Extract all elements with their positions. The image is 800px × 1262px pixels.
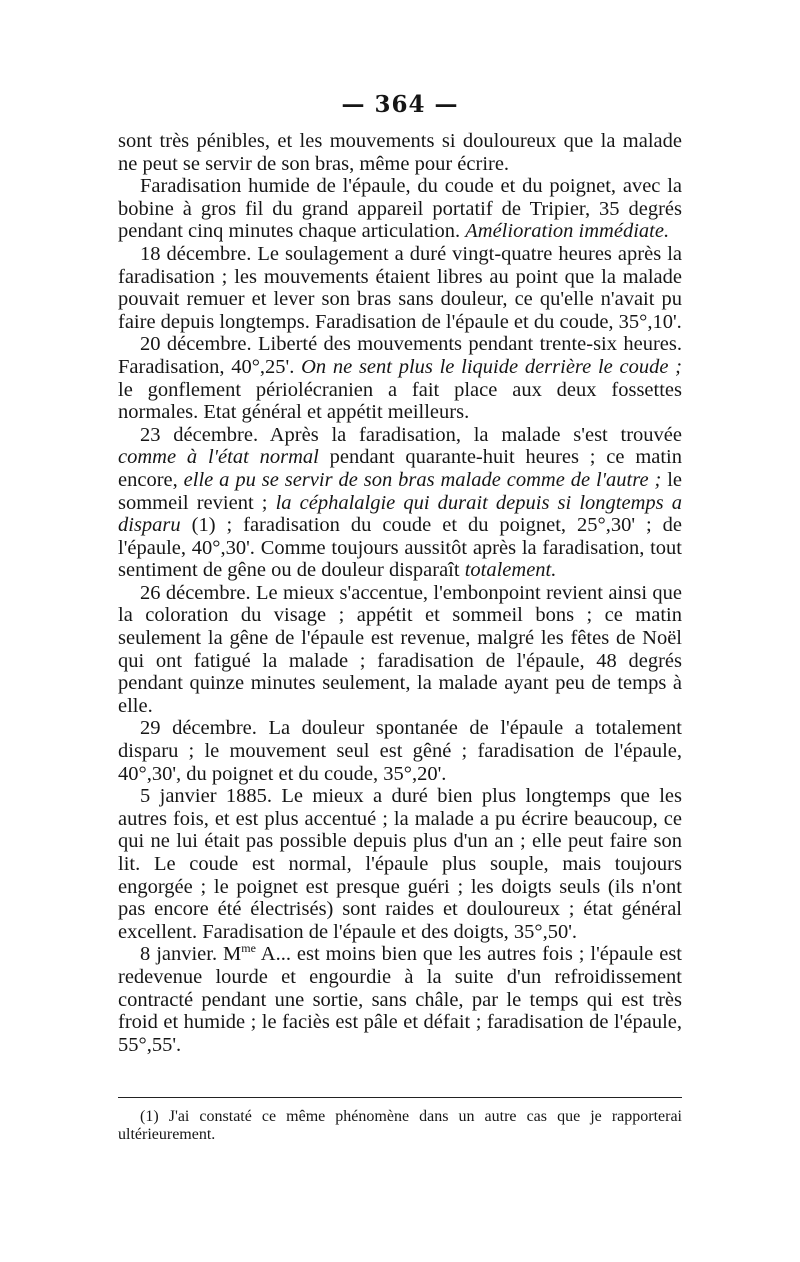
text-run: pendant quarante-huit heures ; ce matin encore,: [118, 446, 683, 491]
paragraph: [118, 424, 682, 582]
text-run: (1) ; faradisation du coude et du poignet, 25°,30' ; de l'épaule, 40°,30'. Comme toujours aussitôt après la faradisation, tout sentiment de gêne ou de douleur disparaît: [118, 514, 682, 582]
page: [118, 90, 682, 1056]
footnote-rule: [118, 1097, 682, 1098]
text-run: 20 décembre. Liberté des mouvements pendant trente-six heures. Faradisation, 40°,25'.: [118, 333, 682, 378]
body-text: [118, 130, 682, 1056]
italic-text: la céphalalgie qui durait depuis si longtemps a disparu: [118, 491, 682, 537]
paragraph: [118, 243, 682, 333]
italic-text: On ne sent plus le liquide derrière le coude ;: [301, 355, 682, 378]
paragraph: [118, 943, 682, 1056]
italic-text: elle a pu se servir de son bras malade comme de l'autre ;: [183, 468, 662, 491]
text-run: 23 décembre. Après la faradisation, la malade s'est trouvée: [140, 423, 682, 446]
italic-text: comme à l'état normal: [118, 446, 319, 469]
text-run: 26 décembre. Le mieux s'accentue, l'embonpoint revient ainsi que la coloration du visage ; appétit et sommeil bons ; ce matin seulement la gêne de l'épaule est revenue, malgré les fêtes de Noël qui ont fatigué la malade ; faradisation de l'épaule, 48 degrés pendant quinze minutes seulement, la malade ayant peu de temps à elle.: [118, 581, 682, 717]
italic-text: Amélioration immédiate.: [465, 220, 670, 243]
text-run: 8 janvier. M: [140, 943, 242, 966]
paragraph: [118, 582, 682, 718]
text-run: A... est moins bien que les autres fois ; l'épaule est redevenue lourde et engourdie à la suite d'un refroidissement contracté pendant une sortie, sans châle, par le temps qui est très froid et humide ; le faciès est pâle et défait ; faradisation de l'épaule, 55°,55'.: [118, 943, 682, 1056]
footnote: (1) J'ai constaté ce même phénomène dans un autre cas que je rapporterai ultérieurement.: [118, 1108, 682, 1143]
italic-text: totalement.: [464, 559, 557, 582]
paragraph: [118, 717, 682, 785]
text-run: 18 décembre. Le soulagement a duré vingt-quatre heures après la faradisation ; les mouvements étaient libres au point que la malade pouvait remuer et lever son bras sans douleur, ce qu'elle n'avait pu faire depuis longtemps. Faradisation de l'épaule et du coude, 35°,10'.: [118, 242, 682, 333]
text-run: sont très pénibles, et les mouvements si douloureux que la malade ne peut se servir de son bras, même pour écrire.: [118, 130, 682, 175]
text-run: 29 décembre. La douleur spontanée de l'épaule a totalement disparu ; le mouvement seul est gêné ; faradisation de l'épaule, 40°,30', du poignet et du coude, 35°,20'.: [118, 717, 682, 785]
text-run: le gonflement périolécranien a fait place aux deux fossettes normales. Etat général et appétit meilleurs.: [118, 378, 682, 424]
paragraph: [118, 130, 682, 175]
text-run: 5 janvier 1885. Le mieux a duré bien plus longtemps que les autres fois, et est plus accentué ; la malade a pu écrire beaucoup, ce qui ne lui était pas possible depuis plus d'un an ; elle peut faire son lit. Le coude est normal, l'épaule plus souple, mais toujours engorgée ; le poignet est presque guéri ; les doigts seuls (ils n'ont pas encore été électrisés) sont raides et douloureux ; état général excellent. Faradisation de l'épaule et des doigts, 35°,50'.: [118, 785, 682, 943]
text-run: Faradisation humide de l'épaule, du coude et du poignet, avec la bobine à gros fil du grand appareil portatif de Tripier, 35 degrés pendant cinq minutes chaque articulation.: [118, 175, 682, 243]
paragraph: [118, 333, 682, 423]
page-number: — 364 —: [341, 91, 459, 118]
paragraph: [118, 175, 682, 243]
paragraph: [118, 785, 682, 943]
text-run: le sommeil revient ;: [118, 468, 683, 514]
superscript: me: [241, 941, 256, 956]
